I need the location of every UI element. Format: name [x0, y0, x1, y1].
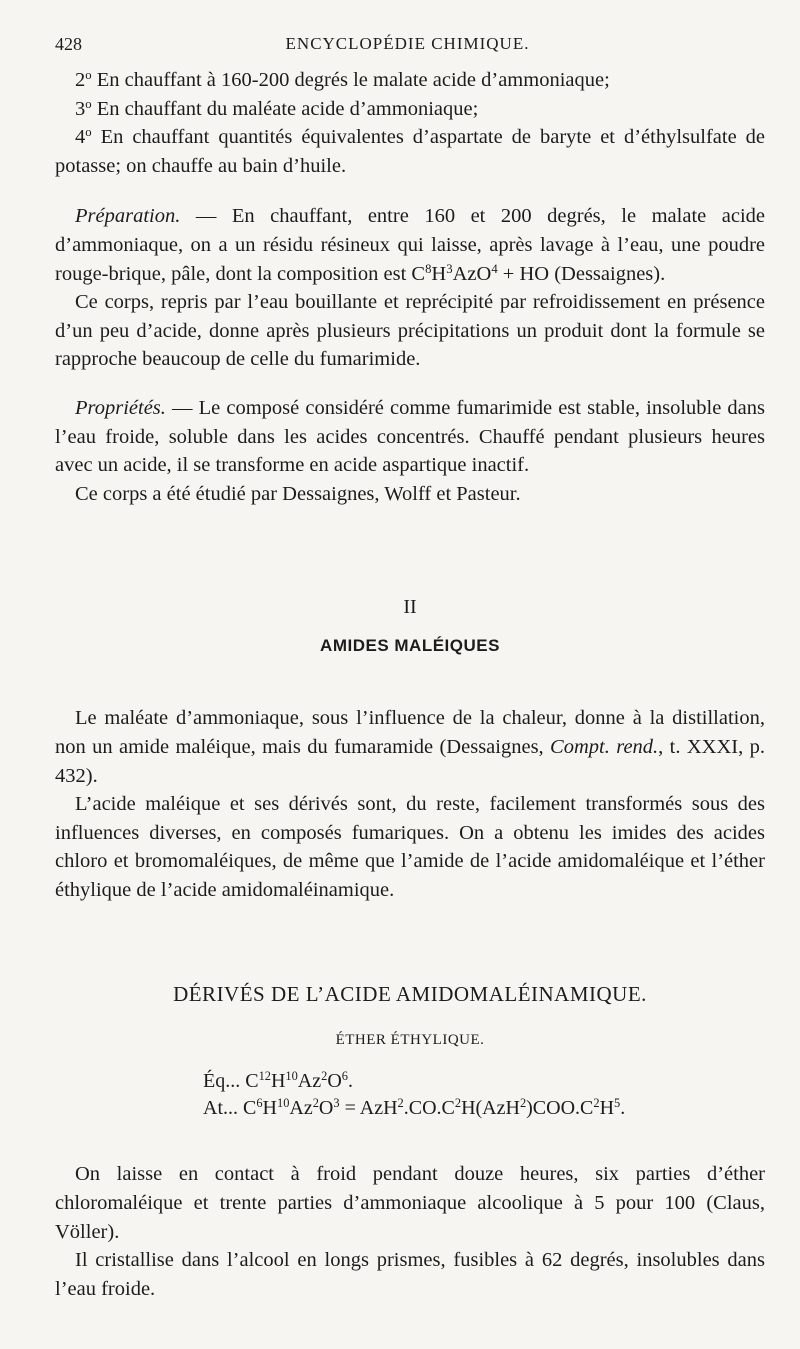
page-body	[55, 66, 765, 1303]
page-header	[55, 34, 760, 58]
derivatives-title: DÉRIVÉS DE L’ACIDE AMIDOMALÉINAMIQUE.	[173, 982, 647, 1007]
properties-label: Propriétés.	[75, 396, 166, 419]
derivatives-paragraph-2: Il cristallise dans l’alcool en longs prismes, fusibles à 62 degrés, insolubles dans l’eau froide.	[55, 1249, 765, 1300]
section-paragraph-1: Le maléate d’ammoniaque, sous l’influence de la chaleur, donne à la distillation, non un amide maléique, mais du fumaramide (Dessaignes, Compt. rend., t. XXXI, p. 432).	[55, 707, 765, 787]
method-item: 3$^o$ En chauffant du maléate acide d’ammoniaque;	[75, 96, 479, 120]
properties-paragraph-2: Ce corps a été étudié par Dessaignes, Wolff et Pasteur.	[75, 482, 521, 505]
preparation-paragraph-2: Ce corps, repris par l’eau bouillante et reprécipité par refroidissement en présence d’un peu d’acide, donne après plusieurs précipitations un produit dont la formule se rapproche beaucoup de celle du fumarimide.	[55, 291, 765, 371]
section-title: AMIDES MALÉIQUES	[320, 636, 500, 656]
derivatives-subtitle: ÉTHER ÉTHYLIQUE.	[335, 1032, 485, 1049]
preparation-label: Préparation.	[75, 205, 181, 228]
equivalent-formula: Éq... $C^{12}H^{10}Az^2O^6$.	[203, 1069, 353, 1093]
section-paragraph-2: L’acide maléique et ses dérivés sont, du reste, facilement transformés sous des influences diverses, en composés fumariques. On a obtenu les imides des acides chloro et bromomaléiques, de même que l’amide de l’acide amidomaléique et l’éther éthylique de l’acide amidomaléinamique.	[55, 793, 765, 901]
section-number: II	[403, 596, 417, 619]
preparation-paragraph: Préparation. — En chauffant, entre 160 et 200 degrés, le malate acide d’ammoniaque, on a un résidu résineux qui laisse, après lavage à l’eau, une poudre rouge-brique, pâle, dont la composition est $C^8H^3AzO^4$ + HO (Dessaignes).	[55, 205, 765, 285]
running-head: ENCYCLOPÉDIE CHIMIQUE.	[285, 34, 530, 53]
formula-block	[203, 1068, 765, 1122]
derivatives-paragraph-1: On laisse en contact à froid pendant douze heures, six parties d’éther chloromaléique et trente parties d’ammoniaque alcoolique à 5 pour 100 (Claus, Völler).	[55, 1163, 765, 1243]
page-number: 428	[55, 34, 82, 54]
method-item: 2$^o$ En chauffant à 160-200 degrés le malate acide d’ammoniaque;	[75, 68, 610, 91]
properties-paragraph: Propriétés. — Le composé considéré comme fumarimide est stable, insoluble dans l’eau froide, soluble dans les acides concentrés. Chauffé pendant plusieurs heures avec un acide, il se transforme en acide aspartique inactif.	[55, 396, 765, 477]
atomic-formula: At... $C^6H^{10}Az^2O^3 = AzH^2.CO.C^2H(AzH^2)COO.C^2H^5$.	[203, 1096, 626, 1120]
method-item: 4$^o$ En chauffant quantités équivalentes d’aspartate de baryte et d’éthylsulfate de potasse; on chauffe au bain d’huile.	[55, 125, 765, 177]
